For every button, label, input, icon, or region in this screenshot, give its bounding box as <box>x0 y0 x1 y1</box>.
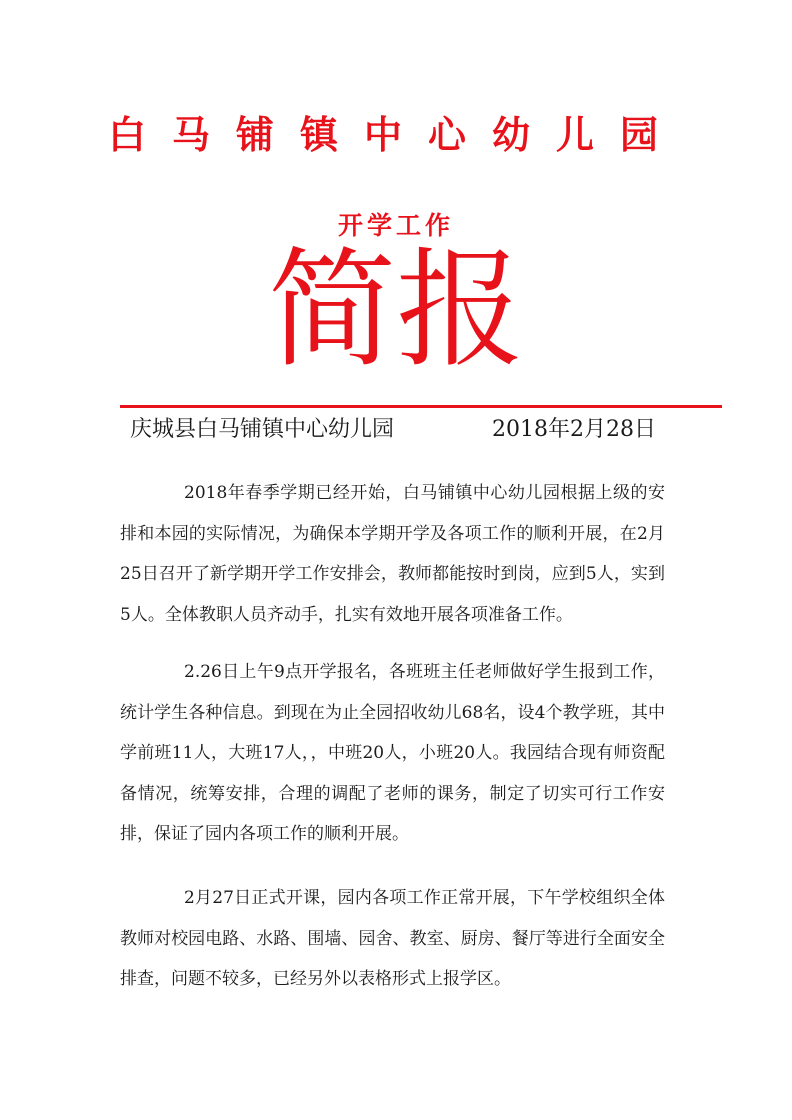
red-divider <box>120 405 722 408</box>
paragraph-2: 2.26日上午9点开学报名，各班班主任老师做好学生报到工作，统计学生各种信息。到现在为止全园招收幼儿68名，设4个教学班，其中学前班11人，大班17人，，中班20人，小班20人。我园结合现有师资配备情况，统筹安排，合理的调配了老师的课务，制定了切实可行工作安排，保证了园内各项工作的顺利开展。 <box>120 662 665 844</box>
issuing-organization: 庆城县白马铺镇中心幼儿园 <box>130 417 395 442</box>
organization-title: 白马铺镇中心幼儿园 <box>107 112 684 157</box>
issue-date: 2018年2月28日 <box>492 417 656 442</box>
subtitle: 开学工作 <box>337 211 454 240</box>
paragraph-3: 2月27日正式开课，园内各项工作正常开展，下午学校组织全体教师对校园电路、水路、围墙、园舍、教室、厨房、餐厅等进行全面安全排查，问题不较多，已经另外以表格形式上报学区。 <box>120 888 665 989</box>
dateline <box>130 413 656 447</box>
paragraph-1: 2018年春季学期已经开始，白马铺镇中心幼儿园根据上级的安排和本园的实际情况，为确保本学期开学及各项工作的顺利开展，在2月25日召开了新学期开学工作安排会，教师都能按时到岗，应到5人，实到5人。全体教职人员齐动手，扎实有效地开展各项准备工作。 <box>120 483 665 625</box>
bulletin-title: 简报 <box>267 236 524 385</box>
